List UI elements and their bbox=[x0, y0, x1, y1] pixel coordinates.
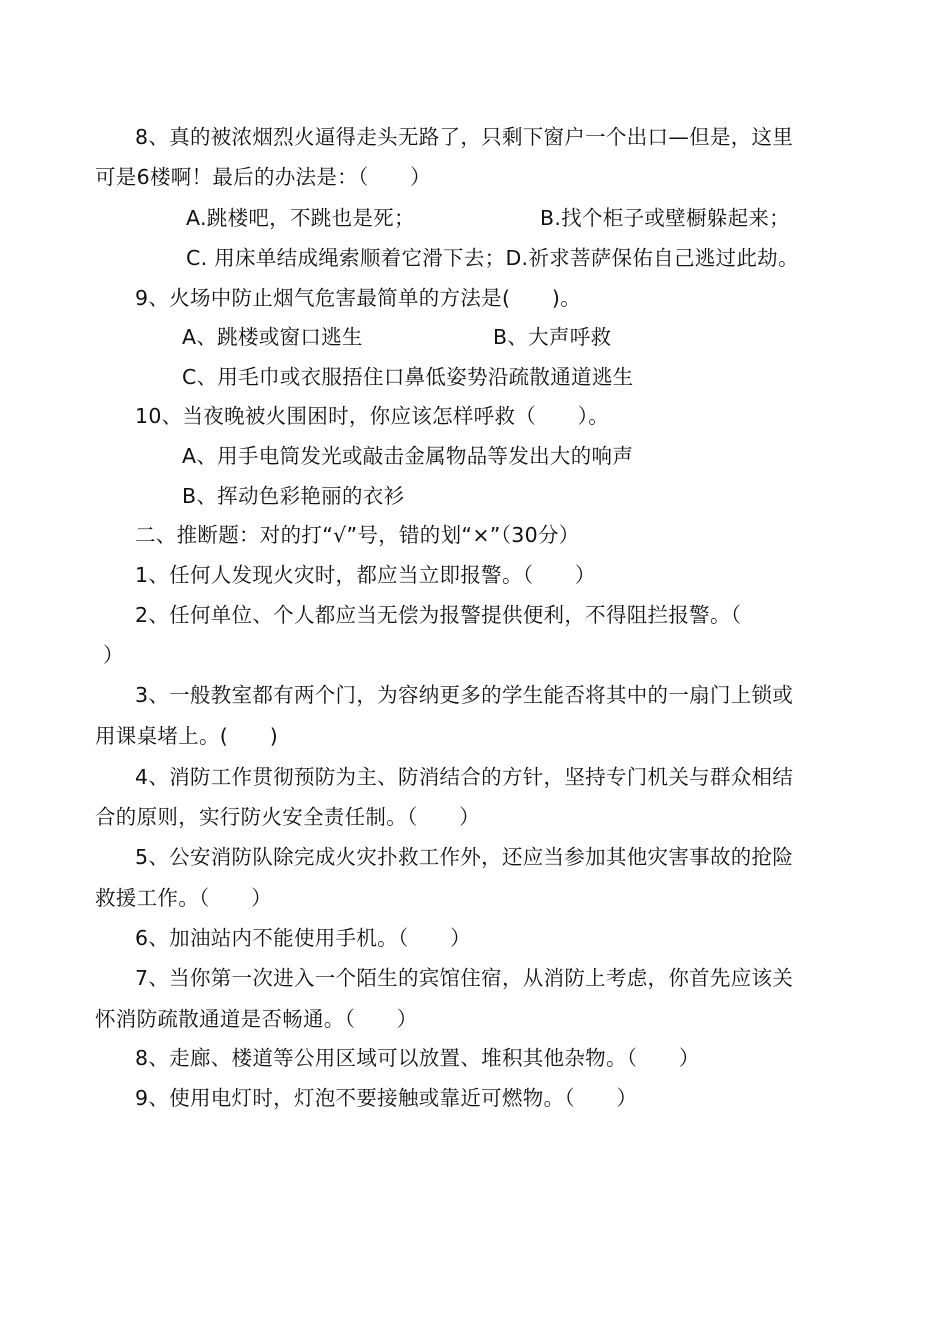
question-8-option-b: B.找个柜子或壁橱躲起来； bbox=[540, 206, 790, 230]
question-9-stem: 9、火场中防止烟气危害最简单的方法是( )。 bbox=[135, 286, 581, 310]
judgement-item-continuation: 合的原则，实行防火安全责任制。（ ） bbox=[95, 805, 480, 829]
question-8-option-a: A.跳楼吧，不跳也是死； bbox=[186, 206, 415, 230]
question-10-stem: 10、当夜晚被火围困时，你应该怎样呼救（ ）。 bbox=[135, 404, 610, 428]
question-8-stem-line-2: 可是6楼啊！最后的办法是：（ ） bbox=[95, 165, 431, 189]
judgement-item: 3、一般教室都有两个门，为容纳更多的学生能否将其中的一扇门上锁或 bbox=[135, 683, 794, 707]
judgement-item: 9、使用电灯时，灯泡不要接触或靠近可燃物。（ ） bbox=[135, 1086, 638, 1110]
judgement-item: 5、公安消防队除完成火灾扑救工作外，还应当参加其他灾害事故的抢险 bbox=[135, 845, 794, 869]
judgement-item-continuation: 用课桌堵上。( ) bbox=[95, 724, 278, 748]
judgement-item: 8、走廊、楼道等公用区域可以放置、堆积其他杂物。（ ） bbox=[135, 1046, 700, 1070]
question-10-option-a: A、用手电筒发光或敲击金属物品等发出大的响声 bbox=[182, 444, 634, 468]
judgement-item-continuation: ） bbox=[103, 643, 124, 667]
judgement-item: 2、任何单位、个人都应当无偿为报警提供便利，不得阻拦报警。（ bbox=[135, 603, 742, 627]
judgement-item: 1、任何人发现火灾时，都应当立即报警。（ ） bbox=[135, 563, 596, 587]
judgement-item: 4、消防工作贯彻预防为主、防消结合的方针，坚持专门机关与群众相结 bbox=[135, 765, 794, 789]
section-2-heading: 二、推断题：对的打“√”号，错的划“×”（30分） bbox=[135, 523, 580, 547]
judgement-item-continuation: 救援工作。（ ） bbox=[95, 886, 272, 910]
question-10-option-b: B、挥动色彩艳丽的衣衫 bbox=[182, 484, 405, 508]
judgement-item-continuation: 怀消防疏散通道是否畅通。（ ） bbox=[95, 1007, 418, 1031]
question-8-stem-line-1: 8、真的被浓烟烈火逼得走头无路了，只剩下窗户一个出口—但是，这里 bbox=[135, 125, 794, 149]
judgement-item: 6、加油站内不能使用手机。（ ） bbox=[135, 926, 471, 950]
question-9-option-b: B、大声呼救 bbox=[493, 325, 612, 349]
question-9-option-c: C、用毛巾或衣服捂住口鼻低姿势沿疏散通道逃生 bbox=[182, 365, 634, 389]
judgement-item: 7、当你第一次进入一个陌生的宾馆住宿，从消防上考虑，你首先应该关 bbox=[135, 966, 794, 990]
question-8-option-c-d: C. 用床单结成绳索顺着它滑下去；D.祈求菩萨保佑自己逃过此劫。 bbox=[186, 246, 799, 270]
question-9-option-a: A、跳楼或窗口逃生 bbox=[182, 325, 363, 349]
